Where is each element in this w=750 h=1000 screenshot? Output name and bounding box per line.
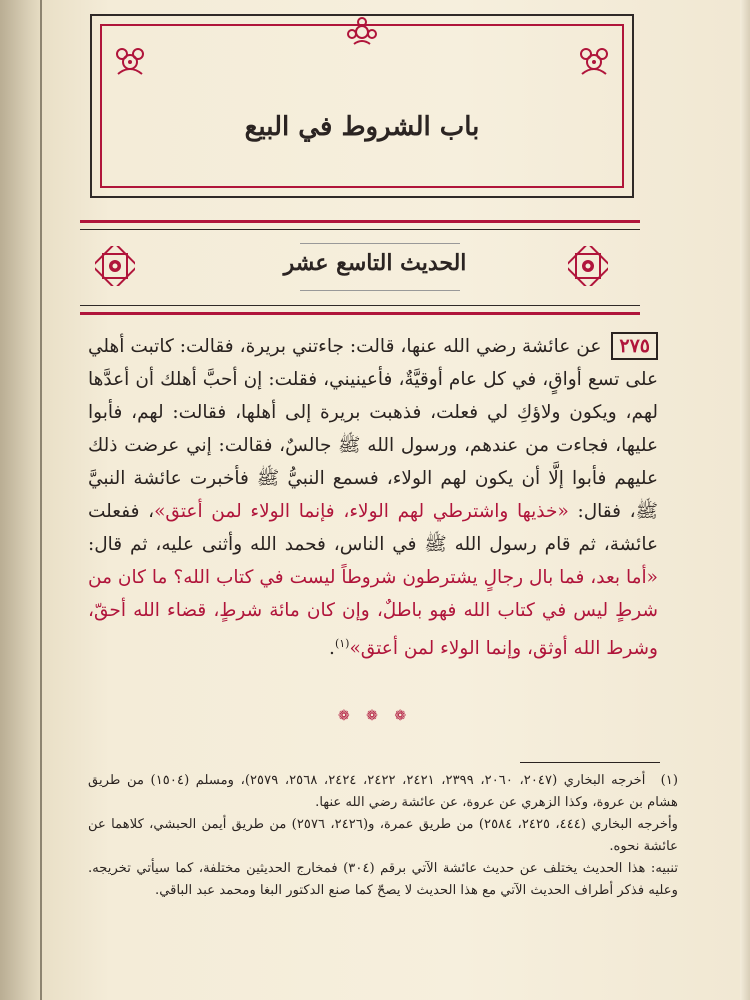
- band-rule-top-thin: [80, 229, 640, 230]
- heading-strip-bottom: [300, 290, 460, 291]
- band-rule-bottom: [80, 312, 640, 315]
- band-rule-top: [80, 220, 640, 223]
- footnote-rule: [520, 762, 660, 763]
- prophet-speech: «أما بعد، فما بال رجالٍ يشترطون شروطاً ليست في كتاب الله؟ ما كان من شرطٍ ليس في كتاب الله فهو باطلٌ، وإن كان مائة شرطٍ، قضاء الله أحقّ، وشرط الله أوثق، وإنما الولاء لمن أعتق»: [88, 567, 658, 660]
- prophet-quote: «خذيها واشترطي لهم الولاء، فإنما الولاء لمن أعتق»: [154, 501, 569, 522]
- book-spine: [0, 0, 40, 1000]
- footnote-note: تنبيه: هذا الحديث يختلف عن حديث عائشة الآتي برقم (٣٠٤) فمخارج الحديثين مختلفة، كما سيأتي تخريجه. وعليه فذكر أطراف الحديث الآتي مع هذا الحديث لا يصحّ كما صنع الدكتور البغا ومحمد عبد الباقي.: [88, 861, 678, 898]
- footnotes: [88, 770, 678, 902]
- floral-ornament-icon: [574, 42, 614, 82]
- floral-ornament-icon: [110, 42, 150, 82]
- hadith-text: [88, 330, 658, 665]
- footnote-line: أخرجه البخاري (٢٠٤٧، ٢٠٦٠، ٢٣٩٩، ٢٤٢١، ٢٤٢٢، ٢٤٢٤، ٢٥٦٨، ٢٥٧٩)، ومسلم (١٥٠٤) من طريق هشام بن عروة، وكذا الزهري عن عروة، عن عائشة رضي الله عنها.: [88, 773, 678, 810]
- band-rule-bottom-thin: [80, 305, 640, 306]
- footnote-line-2: وأخرجه البخاري (٤٤٤، ٢٤٢٥، ٢٥٨٤) من طريق عمرة، و(٢٤٢٦، ٢٥٧٦) من طريق أيمن الحبشي، كلاهما عن عائشة نحوه.: [88, 817, 679, 854]
- page-edge: [740, 0, 750, 1000]
- end-mark: .: [329, 638, 335, 660]
- hadith-heading: الحديث التاسع عشر: [283, 250, 467, 276]
- chapter-frame: [90, 14, 634, 198]
- footnote-1: [88, 770, 678, 814]
- hadith-narration: عن عائشة رضي الله عنها، قالت: جاءتني بريرة، فقالت: كاتبت أهلي على تسع أواقٍ، في كل عام أوقيَّةٌ، فأعينيني، فقلت: إن أحبَّ أهلك أن أعدَّها لهم، ويكون ولاؤكِ لي فعلت، فذهبت بريرة إلى أهلها، فقالت: لهم، فأبوا عليها، فجاءت من عندهم، ورسول الله ﷺ جالسٌ، فقالت: إني عرضت ذلك عليهم فأبوا إلَّا أن يكون لهم الولاء، فسمع النبيُّ ﷺ فأخبرت عائشة النبيَّ ﷺ، فقال:: [88, 336, 658, 522]
- section-divider-ornament: ❁ ❁ ❁: [337, 708, 413, 724]
- page-gutter: [40, 0, 42, 1000]
- chapter-title: باب الشروط في البيع: [244, 112, 480, 142]
- floral-ornament-icon: [344, 14, 380, 50]
- hadith-number: ٢٧٥: [611, 332, 658, 360]
- hadith-narration-cont: ، ففعلت عائشة، ثم قام رسول الله ﷺ في الناس، فحمد الله وأثنى عليه، ثم قال:: [88, 501, 658, 555]
- heading-strip-top: [300, 243, 460, 244]
- footnote-mark: (١): [660, 773, 678, 788]
- footnote-reference: (١): [334, 637, 350, 650]
